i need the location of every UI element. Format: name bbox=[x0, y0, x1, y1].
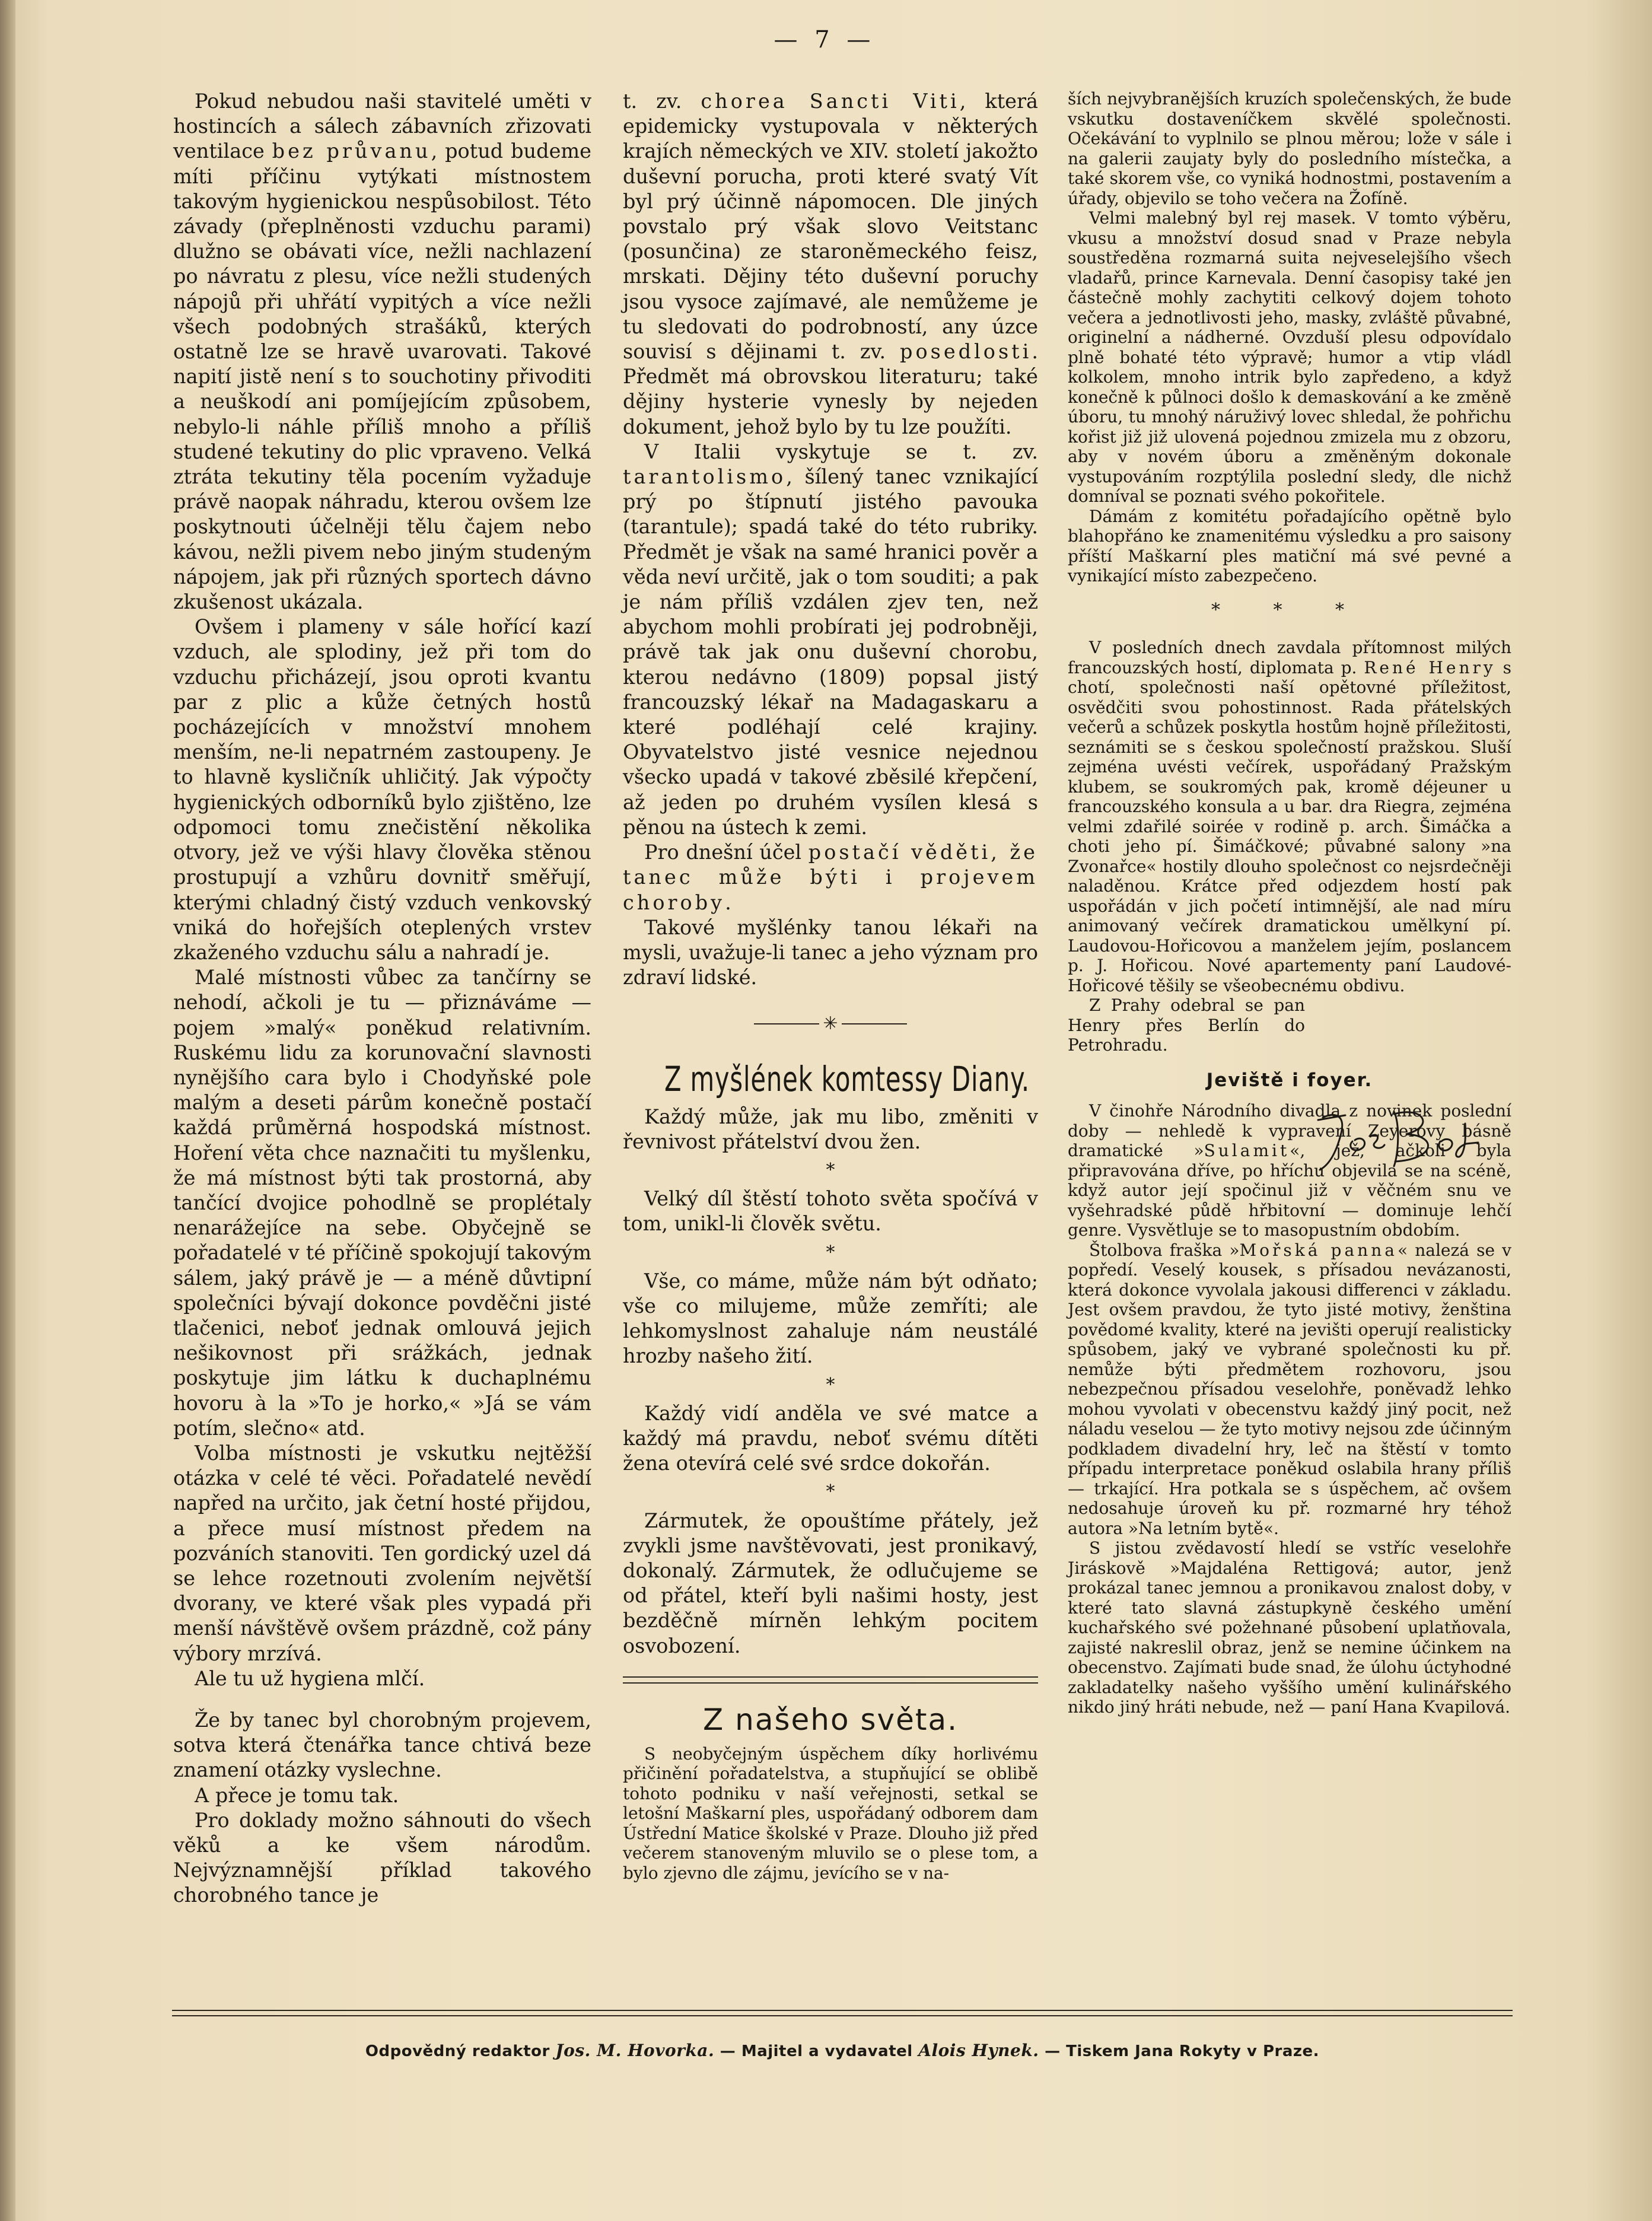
paragraph: V posledních dnech zavdala přítomnost milých francouzských hostí, diplomata p. René Henry s chotí, společnosti naší opětovné příležitost, osvědčiti svou pohostinnost. Rada přátelských večerů a schůzek poskytla hostům hojně příležitosti, seznámiti se s českou společností pražskou. Sluší zejména uvésti večírek, uspořádaný Pražským klubem, se soukromých pak, kromě déjeuner u francouzského konsula a u bar. dra Riegra, zejména velmi zdařilé soirée v rodině p. arch. Šimáčka a choti jeho pí. Šimáčkové; půvabné salony »na Zvonařce« hostily dlouho společnost co nejsrdečněji naladěnou. Krátce před odjezdem hostí pak uspořádán v jich početí intimnější, ale nad míru animovaný večírek dramatickou umělkyní pí. Laudovou-Hořicovou a manželem jejím, poslancem p. J. Hořicou. Nové apartementy paní Laudové-Hořicové těšily se všeobecnému obdivu. bbox=[1068, 638, 1511, 995]
column-3 bbox=[1068, 89, 1511, 1717]
imprint-footer: Odpovědný redaktor Jos. M. Hovorka. — Majitel a vydavatel Alois Hynek. — Tiskem Jana Rokyty v Praze. bbox=[365, 2041, 1320, 2060]
paragraph: A přece je tomu tak. bbox=[195, 1783, 399, 1807]
column-1 bbox=[173, 89, 591, 1908]
paragraph: V Italii vyskytuje se t. zv. tarantolismo, šílený tanec vznikající prý po štípnutí jistého pavouka (tarantule); spadá také do této rubriky. Předmět je však na samé hranici pověr a věda neví určitě, jak o tom souditi; a pak je nám příliš vzdálen zjev ten, než abychom mohli probírati jej podrobněji, právě tak jak onu duševní chorobu, kterou nedávno (1809) popsal jistý francouzský lékař na Madagaskaru a které podléhají celé krajiny. Obyvatelstvo jisté vesnice nejednou všecko upadá v takové zběsilé křepčení, až jeden po druhém vysílen klesá s pěnou na ústech k zemi. bbox=[623, 440, 1038, 839]
star-separator: * bbox=[826, 1374, 835, 1395]
paragraph: S neobyčejným úspěchem díky horlivému přičinění pořadatelstva, a stupňující se oblibě tohoto podniku v naší veřejnosti, setkal se letošní Maškarní ples, uspořádaný odborem dam Ústřední Matice školské v Praze. Dlouho již před večerem stanoveným mluvilo se o plese tom, a bylo zjevno dle zájmu, jevícího se v na- bbox=[623, 1743, 1038, 1883]
aphorism: Každý vidí anděla ve své matce a každý má pravdu, neboť svému dítěti žena otevírá celé své srdce dokořán. bbox=[623, 1401, 1038, 1475]
section-ornament bbox=[623, 1011, 1038, 1036]
paragraph: Ovšem i plameny v sále hořící kazí vzduch, ale splodiny, jež při tom do vzduchu přicházejí, jsou oproti kvantu par z plic a kůže četných hostů pocházejících v množství mnohem menším, ne-li nepatrném zastoupeny. Je to hlavně kysličník uhličitý. Jak výpočty hygienických odborníků bylo zjištěno, lze odpomoci tomu znečistění několika otvory, jež ve výši hlavy člověka stěnou prostupují a vzhůru dovnitř směřují, kterými chladný čistý vzduch venkovský vniká do hořejších oteplených vrstev zkaženého vzduchu sálu a nahradí je. bbox=[173, 615, 591, 964]
paragraph: t. zv. chorea Sancti Viti, která epidemicky vystupovala v některých krajích německých ve XIV. století jakožto duševní porucha, proti které svatý Vít byl prý účinně nápomocen. Dle jiných povstalo prý však slovo Veitstanc (posunčina) ze staroněmeckého feisz, mrskati. Dějiny této duševní poruchy jsou vysoce zajímavé, ale nemůžeme je tu sledovati do podrobností, any úzce souvisí s dějinami t. zv. posedlosti. Předmět má obrovskou literaturu; také dějiny hysterie vynesly by nejeden dokument, jehož bylo by tu lze použíti. bbox=[623, 90, 1038, 438]
double-rule bbox=[623, 1676, 1038, 1684]
signature-mark bbox=[1311, 1100, 1483, 1177]
paragraph: Dámám z komitétu pořadajícího opětně bylo blahopřáno ke znamenitému výsledku a pro saisony příští Maškarní ples matiční má své pevné a vynikající místo zabezpečeno. bbox=[1068, 506, 1511, 586]
paragraph: V činohře Národního divadla z novinek poslední doby — nehledě k vypravení Zeyerovy básně dramatické »Sulamit«, jež, ačkoli byla připravována dříve, po hříchu objevila se na scéně, když autor její spočinul již v věčném snu ve vyšehradské půdě hřbitovní — dominuje lehčí genre. Vysvětluje se to masopustním obdobím. bbox=[1068, 1101, 1512, 1240]
aphorism: Vše, co máme, může nám být odňato; vše co milujeme, může zemříti; ale lehkomyslnost zahaluje nám neustálé hrozby našeho žití. bbox=[623, 1269, 1038, 1368]
ornament-glyph-icon: ✳ bbox=[823, 1013, 838, 1035]
paragraph: Velmi malebný byl rej masek. V tomto výběru, vkusu a množství dosud snad v Praze nebyla soustředěna rozmarná suita nejveselejšího všech vladařů, prince Karnevala. Denní časopisy také jen částečně mohly zachytiti celkový dojem tohoto večera a jednotlivosti jeho, masky, zvláště půvabné, originelní a nádherné. Ovzduší plesu odpovídalo plně bohaté této výpravě; humor a vtip vládl kolkolem, mnoho intrik bylo zapředeno, a když konečně k půlnoci došlo k demaskování a ke změně úboru, tu mnohý náruživý lovec shledal, že pohřichu kořist již již ulovená pojednou zmizela mu z obzoru, aby v novém úboru a změněným dokonale vystupováním rozptýlila poslední sledy, dle nichž domníval se poznati svého pokořitele. bbox=[1068, 208, 1511, 506]
aphorism: Každý může, jak mu libo, změniti v řevnivost přátelství dvou žen. bbox=[623, 1105, 1038, 1153]
binding-edge bbox=[0, 0, 15, 2221]
aphorism: Zármutek, že opouštíme přátely, jež zvykli jsme navštěvovati, jest pronikavý, dokonalý. Zármutek, že odlučujeme se od přátel, kteří byli našimi hosty, jest bezděčně mírněn lehkým pocitem osvobození. bbox=[623, 1509, 1038, 1657]
paragraph: Pro dnešní účel postačí věděti, že tanec může býti i projevem choroby. bbox=[623, 841, 1038, 914]
paragraph: Že by tanec byl chorobným projevem, sotva která čtenářka tance chtivá beze znamení otázky vyslechne. bbox=[173, 1708, 591, 1782]
footer-rule bbox=[172, 2010, 1513, 2016]
paragraph: Volba místnosti je vskutku nejtěžší otázka v celé té věci. Pořadatelé nevědí napřed na určito, jak četní hosté přijdou, a přece musí místnost předem na pozváních stanoviti. Ten gordický uzel dá se lehce rozetnouti zvolením největší dvorany, ve které však ples vypadá při menší návštěvě ovšem prázdně, což pány výbory mrzívá. bbox=[173, 1441, 591, 1665]
paragraph: Ale tu už hygiena mlčí. bbox=[195, 1666, 425, 1690]
paragraph: Takové myšlénky tanou lékaři na mysli, uvažuje-li tanec a jeho význam pro zdraví lidské. bbox=[623, 915, 1038, 989]
paragraph: S jistou zvědavostí hledí se vstříc veselohře Jiráskově »Majdaléna Rettigová; autor, jenž prokázal tanec jemnou a pronikavou znalost doby, v které tato slavná zástupkyně českého umění kuchařského své požehnané působení uplatňovala, zajisté nakreslil obraz, jenž se nemine účinkem na obecenstvo. Zajímati bude snad, že úlohu úctyhodné zakladatelky našeho vyššího umění kulinářského nikdo jiný hráti nebude, než — paní Hana Kvapilová. bbox=[1068, 1538, 1511, 1717]
section-heading-jeviste: Jeviště i foyer. bbox=[1206, 1069, 1373, 1091]
paragraph: Malé místnosti vůbec za tančírny se nehodí, ačkoli je tu — přiznáváme — pojem »malý« poněkud relativním. Ruskému lidu za korunovační slavnosti nynějšího cara bylo i Chodyňské pole malým a deseti párům konečně postačí každá průměrná hospodská místnost. Hoření věta chce naznačiti tu myšlenku, že má místnost býti tak prostorná, aby tančící dvojice pohodlně se proplétaly nenarážejíce na sebe. Obyčejně se pořadatelé v té příčině spokojují takovým sálem, jaký právě je — a méně důvtipní společníci bývají dokonce povděčni jisté tlačenici, neboť jednak omlouvá jejich nešikovnost při srážkách, jednak poskytuje jim látku k duchaplnému hovoru à la »To je horko,« »Já se vám potím, slečno« atd. bbox=[173, 966, 591, 1440]
paragraph: Z Prahy odebral se pan Henry přes Berlín do Petrohradu. bbox=[1068, 995, 1305, 1055]
section-heading-svet: Z našeho světa. bbox=[703, 1702, 958, 1737]
page-number: — 7 — bbox=[774, 26, 876, 53]
paragraph: Pokud nebudou naši stavitelé uměti v hostincích a sálech zábavních zřizovati ventilace bez průvanu, potud budeme míti příčinu vytýkati místnostem takovým hygienickou nespůsobilost. Této závady (přeplněnosti vzduchu parami) dlužno se obávati více, nežli nachlazení po návratu z plesu, více nežli studených nápojů při uhřátí vypitých a více nežli všech podobných strašáků, kterých ostatně lze se hravě uvarovati. Takové napití jistě není s to souchotiny přivoditi a neuškodí ani pomíjejícím způsobem, nebylo-li náhle příliš mnoho a příliš studené tekutiny do plic vpraveno. Velká ztráta tekutiny těla pocením vyžaduje právě naopak náhradu, kterou ovšem lze poskytnouti účelněji tělu čajem nebo kávou, nežli pivem nebo jiným studeným nápojem, jak při různých sportech dávno zkušenost ukázala. bbox=[173, 90, 591, 614]
star-separator: * bbox=[826, 1159, 835, 1180]
paragraph: ších nejvybranějších kruzích společenských, že bude vskutku dostaveníčkem skvělé společnosti. Očekávání to vyplnilo se plnou měrou; lože v sále i na galerii zaujaty byly do posledního místečka, a také skorem vše, co vyniká hodnostmi, postavením a úřady, objevilo se toho večera na Žofíně. bbox=[1068, 89, 1511, 208]
paragraph: Štolbova fraška »Mořská panna« nalezá se v popředí. Veselý kousek, s přísadou nevázanosti, která dokonce vyvolala jakousi differenci v základu. Jest ovšem pravdou, že tyto jisté motivy, ženština povědomé kvality, které na jevišti operují realisticky spůsobem, jaký ve vybrané společnosti ku př. nemůže býti předmětem rozhovoru, jsou nebezpečnou přísadou veselohře, poněvadž lehko mohou vyvolati v obecenstvu každý jiný pocit, než náladu veselou — že tyto motivy nejsou zde účinným podkladem divadelní hry, leč na štěstí v tomto případu interpretace poněkud oslabila hrany příliš — trkající. Hra potkala se s úspěchem, ač ovšem nedosahuje úroveň ku př. rozmarné hry téhož autora »Na letním bytě«. bbox=[1068, 1240, 1511, 1538]
star-separator: * * * bbox=[1211, 599, 1368, 621]
column-2 bbox=[623, 89, 1038, 1883]
paragraph: Pro doklady možno sáhnouti do všech věků a ke všem národům. Nejvýznamnější příklad takového chorobného tance je bbox=[173, 1808, 591, 1907]
star-separator: * bbox=[826, 1481, 835, 1503]
star-separator: * bbox=[826, 1242, 835, 1263]
aphorism: Velký díl štěstí tohoto světa spočívá v tom, unikl-li člověk světu. bbox=[623, 1187, 1038, 1236]
section-heading-diana: Z myšlének komtessy Diany. bbox=[664, 1058, 1030, 1099]
